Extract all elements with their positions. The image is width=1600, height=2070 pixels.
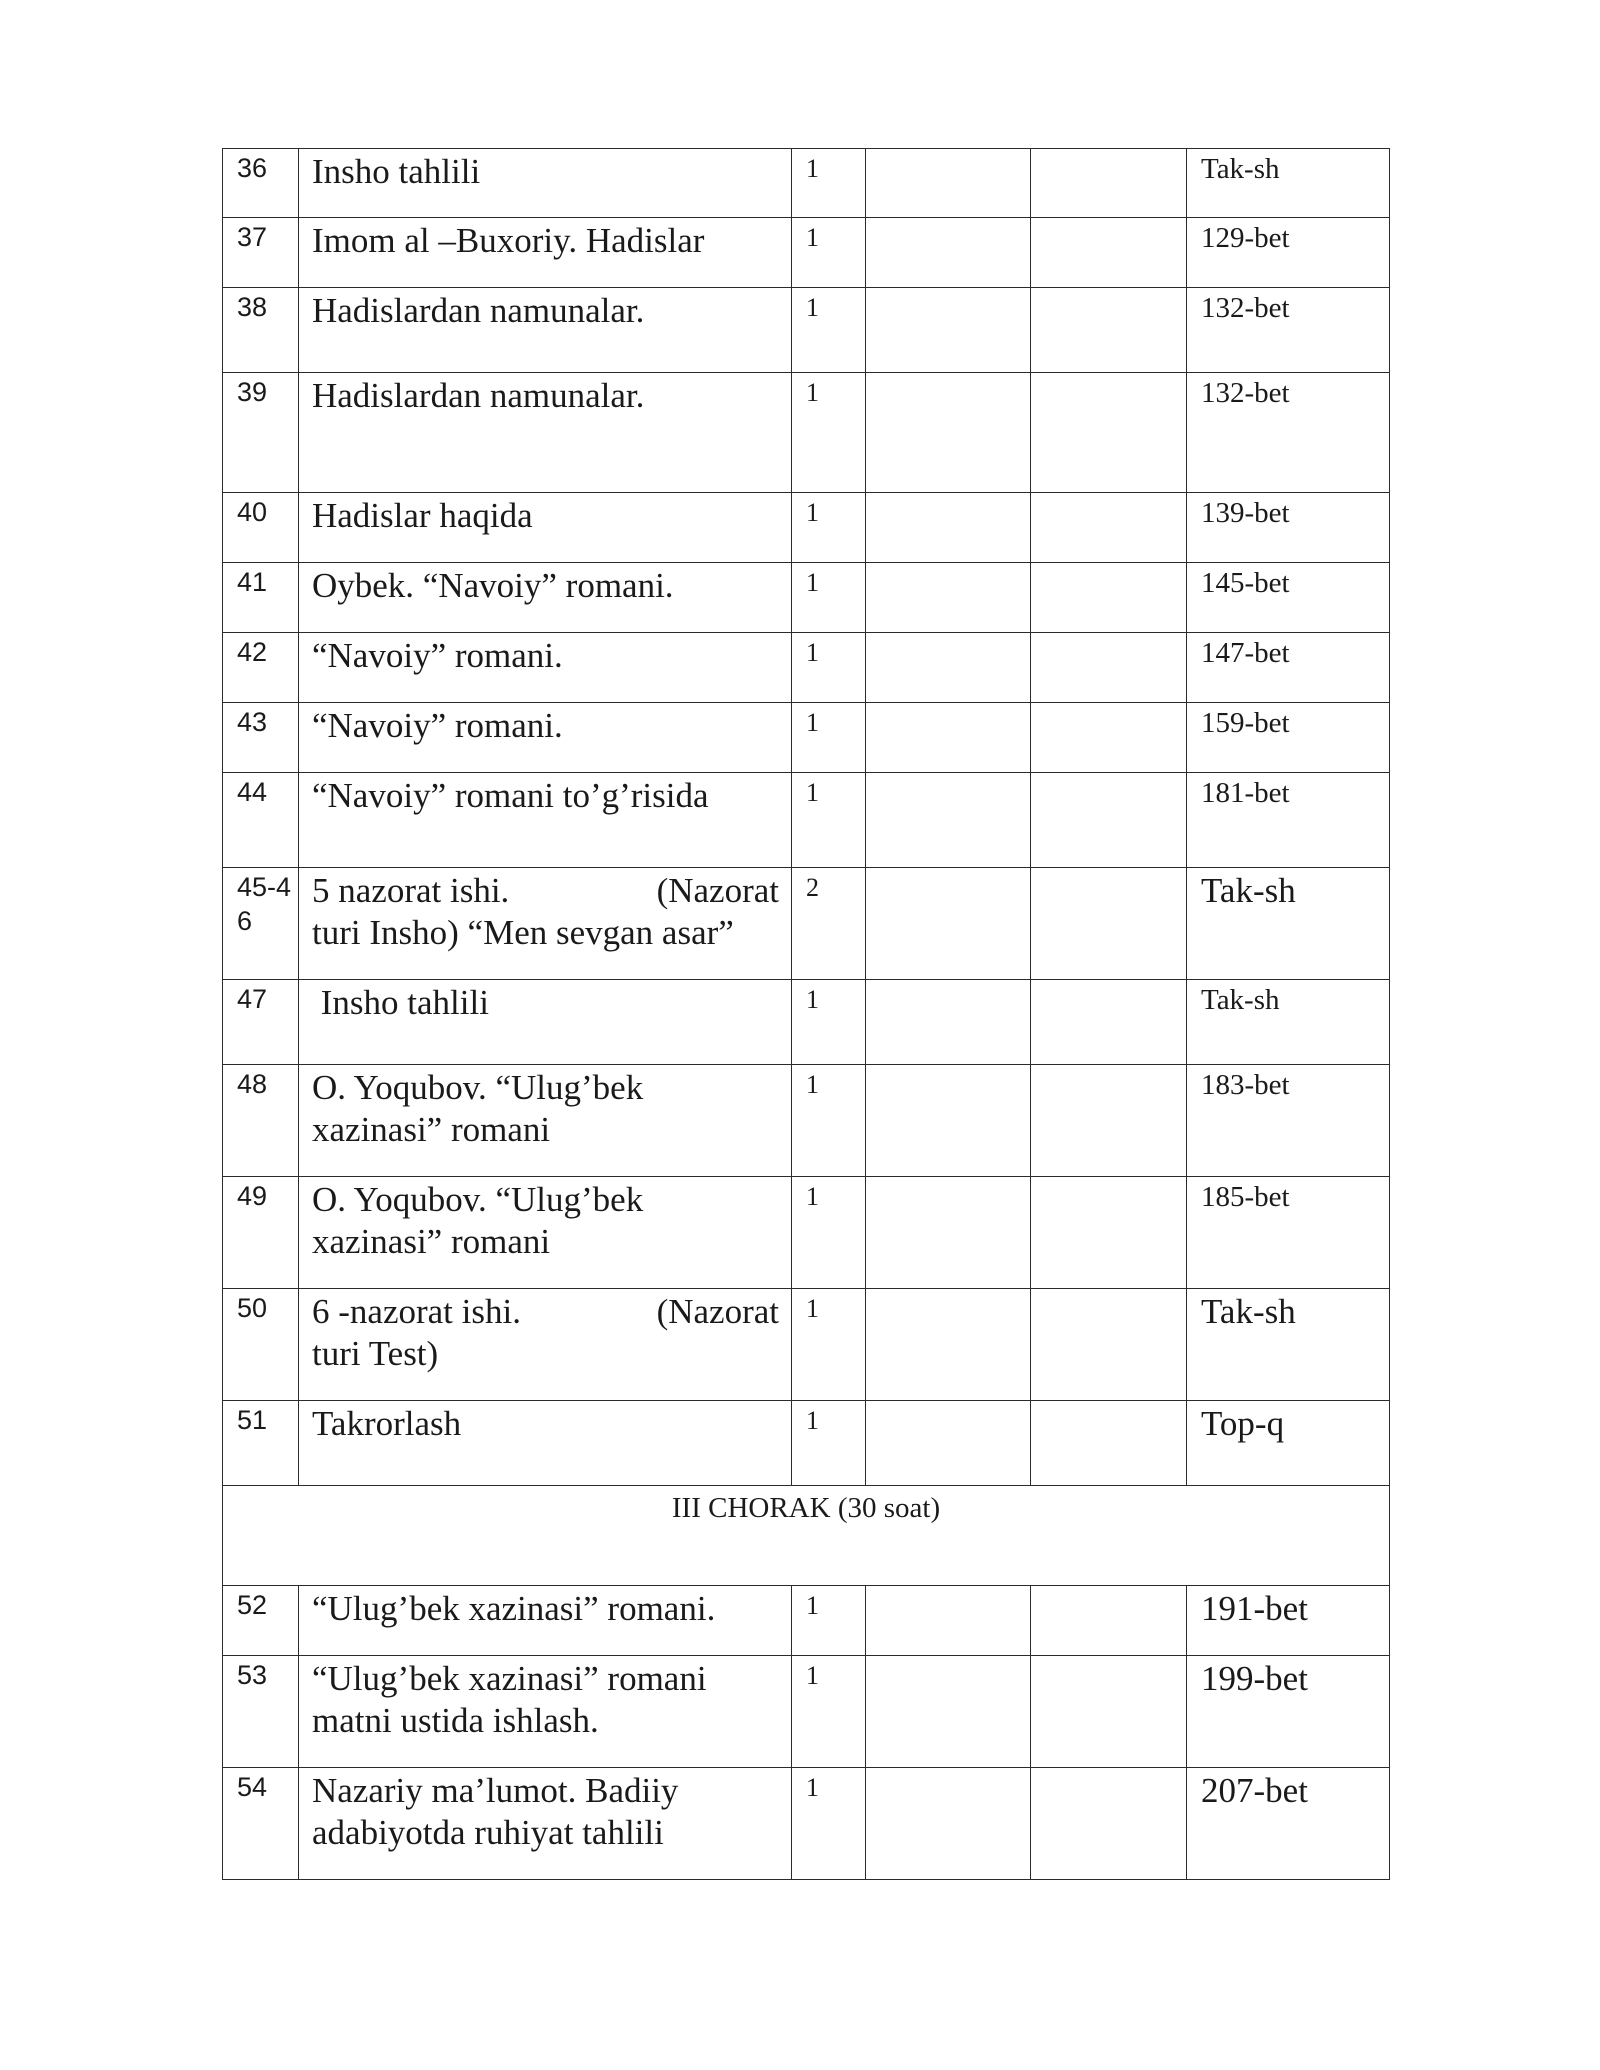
- table-row: [223, 633, 1390, 703]
- page-reference: Tak-sh: [1187, 868, 1390, 980]
- date-cell: [1031, 1401, 1187, 1486]
- lesson-topic: “Navoiy” romani.: [299, 703, 792, 773]
- page-reference: Tak-sh: [1187, 149, 1390, 218]
- date-cell: [866, 493, 1031, 563]
- lesson-number: 40: [223, 493, 299, 563]
- page-reference: Top-q: [1187, 1401, 1390, 1486]
- lesson-number: 47: [223, 980, 299, 1065]
- lesson-hours: 1: [792, 1656, 866, 1768]
- lesson-topic: “Ulug’bek xazinasi” romani.: [299, 1586, 792, 1656]
- lesson-number: 43: [223, 703, 299, 773]
- lesson-number: 48: [223, 1065, 299, 1177]
- date-cell: [1031, 149, 1187, 218]
- lesson-hours: 1: [792, 1289, 866, 1401]
- date-cell: [1031, 633, 1187, 703]
- section-row: [223, 1486, 1390, 1586]
- date-cell: [866, 980, 1031, 1065]
- table-row: [223, 703, 1390, 773]
- date-cell: [1031, 1177, 1187, 1289]
- date-cell: [1031, 218, 1187, 288]
- date-cell: [866, 288, 1031, 373]
- date-cell: [866, 773, 1031, 868]
- lesson-number: 42: [223, 633, 299, 703]
- date-cell: [1031, 773, 1187, 868]
- date-cell: [866, 868, 1031, 980]
- lesson-hours: 1: [792, 373, 866, 493]
- lesson-number: 50: [223, 1289, 299, 1401]
- table-row: [223, 1177, 1390, 1289]
- topic-part: turi Test): [312, 1334, 439, 1373]
- lesson-number: 53: [223, 1656, 299, 1768]
- lesson-hours: 1: [792, 563, 866, 633]
- lesson-number: 36: [223, 149, 299, 218]
- lesson-topic: Insho tahlili: [299, 149, 792, 218]
- topic-part: turi Insho) “Men sevgan asar”: [312, 913, 734, 952]
- date-cell: [1031, 563, 1187, 633]
- page-reference: 132-bet: [1187, 288, 1390, 373]
- lesson-number: 39: [223, 373, 299, 493]
- table-body: [223, 149, 1390, 1880]
- lesson-number: 49: [223, 1177, 299, 1289]
- date-cell: [866, 1768, 1031, 1880]
- lesson-number: 41: [223, 563, 299, 633]
- date-cell: [1031, 1768, 1187, 1880]
- date-cell: [1031, 980, 1187, 1065]
- table-row: [223, 563, 1390, 633]
- date-cell: [866, 1289, 1031, 1401]
- date-cell: [1031, 1656, 1187, 1768]
- lesson-number: 44: [223, 773, 299, 868]
- table-row: [223, 773, 1390, 868]
- lesson-topic: “Navoiy” romani.: [299, 633, 792, 703]
- lesson-topic: Takrorlash: [299, 1401, 792, 1486]
- date-cell: [1031, 868, 1187, 980]
- date-cell: [866, 1177, 1031, 1289]
- page-reference: 191-bet: [1187, 1586, 1390, 1656]
- lesson-number: 37: [223, 218, 299, 288]
- table-row: [223, 493, 1390, 563]
- lesson-hours: 1: [792, 773, 866, 868]
- page-reference: 159-bet: [1187, 703, 1390, 773]
- lesson-topic: Hadislardan namunalar.: [299, 373, 792, 493]
- lesson-topic: O. Yoqubov. “Ulug’bek xazinasi” romani: [299, 1065, 792, 1177]
- lesson-topic: “Navoiy” romani to’g’risida: [299, 773, 792, 868]
- lesson-hours: 2: [792, 868, 866, 980]
- table-row: [223, 1401, 1390, 1486]
- lesson-hours: 1: [792, 288, 866, 373]
- page-reference: 199-bet: [1187, 1656, 1390, 1768]
- table-row: [223, 980, 1390, 1065]
- lesson-plan-table: [222, 148, 1390, 1880]
- date-cell: [1031, 1586, 1187, 1656]
- lesson-hours: 1: [792, 1177, 866, 1289]
- topic-part: 6 -nazorat ishi.: [312, 1292, 521, 1331]
- table-row: [223, 1586, 1390, 1656]
- table-row: [223, 149, 1390, 218]
- lesson-hours: 1: [792, 218, 866, 288]
- lesson-number: 52: [223, 1586, 299, 1656]
- date-cell: [1031, 1065, 1187, 1177]
- lesson-topic: Imom al –Buxoriy. Hadislar: [299, 218, 792, 288]
- page-reference: 147-bet: [1187, 633, 1390, 703]
- date-cell: [866, 1065, 1031, 1177]
- table-row: [223, 373, 1390, 493]
- table-row: [223, 218, 1390, 288]
- date-cell: [866, 563, 1031, 633]
- date-cell: [866, 373, 1031, 493]
- lesson-topic: [299, 1289, 792, 1401]
- page-reference: Tak-sh: [1187, 980, 1390, 1065]
- page-reference: 132-bet: [1187, 373, 1390, 493]
- lesson-hours: 1: [792, 980, 866, 1065]
- page-reference: 207-bet: [1187, 1768, 1390, 1880]
- page-reference: 139-bet: [1187, 493, 1390, 563]
- date-cell: [866, 1401, 1031, 1486]
- page-reference: Tak-sh: [1187, 1289, 1390, 1401]
- date-cell: [866, 703, 1031, 773]
- date-cell: [866, 633, 1031, 703]
- date-cell: [866, 218, 1031, 288]
- table-row: [223, 288, 1390, 373]
- table-row: [223, 868, 1390, 980]
- lesson-number: 51: [223, 1401, 299, 1486]
- lesson-topic: [299, 868, 792, 980]
- lesson-number: 45-46: [223, 868, 299, 980]
- page-reference: 185-bet: [1187, 1177, 1390, 1289]
- lesson-hours: 1: [792, 1401, 866, 1486]
- lesson-hours: 1: [792, 493, 866, 563]
- lesson-number: 54: [223, 1768, 299, 1880]
- table-row: [223, 1289, 1390, 1401]
- lesson-hours: 1: [792, 633, 866, 703]
- date-cell: [1031, 493, 1187, 563]
- table-row: [223, 1656, 1390, 1768]
- lesson-hours: 1: [792, 1586, 866, 1656]
- lesson-topic: Hadislar haqida: [299, 493, 792, 563]
- date-cell: [866, 1586, 1031, 1656]
- section-title: III CHORAK (30 soat): [223, 1486, 1390, 1586]
- lesson-number: 38: [223, 288, 299, 373]
- lesson-hours: 1: [792, 149, 866, 218]
- date-cell: [1031, 703, 1187, 773]
- lesson-topic: “Ulug’bek xazinasi” romani matni ustida ishlash.: [299, 1656, 792, 1768]
- topic-part: (Nazorat: [656, 1292, 779, 1331]
- lesson-topic: Oybek. “Navoiy” romani.: [299, 563, 792, 633]
- lesson-hours: 1: [792, 1065, 866, 1177]
- lesson-topic: Nazariy ma’lumot. Badiiy adabiyotda ruhiyat tahlili: [299, 1768, 792, 1880]
- date-cell: [1031, 288, 1187, 373]
- date-cell: [866, 1656, 1031, 1768]
- lesson-hours: 1: [792, 1768, 866, 1880]
- topic-part: 5 nazorat ishi.: [312, 871, 510, 910]
- date-cell: [866, 149, 1031, 218]
- lesson-hours: 1: [792, 703, 866, 773]
- page-reference: 181-bet: [1187, 773, 1390, 868]
- page-reference: 145-bet: [1187, 563, 1390, 633]
- lesson-topic: Hadislardan namunalar.: [299, 288, 792, 373]
- topic-part: (Nazorat: [656, 871, 779, 910]
- lesson-topic: O. Yoqubov. “Ulug’bek xazinasi” romani: [299, 1177, 792, 1289]
- table-row: [223, 1768, 1390, 1880]
- table-row: [223, 1065, 1390, 1177]
- page-reference: 129-bet: [1187, 218, 1390, 288]
- date-cell: [1031, 1289, 1187, 1401]
- page-reference: 183-bet: [1187, 1065, 1390, 1177]
- date-cell: [1031, 373, 1187, 493]
- lesson-topic: Insho tahlili: [299, 980, 792, 1065]
